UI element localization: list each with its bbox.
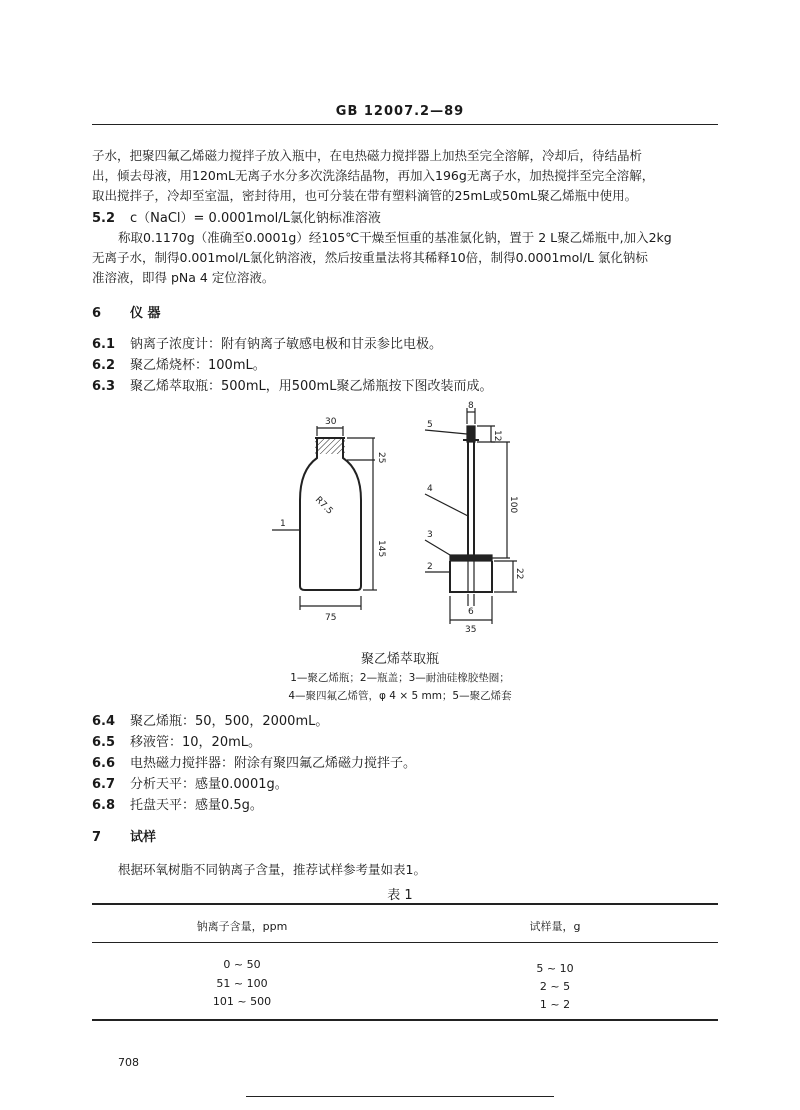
table-top-rule	[92, 903, 718, 905]
paragraph-line: 无离子水，制得0.001mol/L氯化钠溶液，然后按重量法将其稀释10倍，制得0.0001mol/L 氯化钠标	[92, 250, 648, 265]
paragraph-line: 子水，把聚四氟乙烯磁力搅拌子放入瓶中，在电热磁力搅拌器上加热至完全溶解，冷却后，待结晶析	[92, 148, 643, 163]
dim-22: 22	[514, 568, 524, 580]
item-text: 分析天平：感量0.0001g。	[130, 777, 288, 792]
dim-35: 35	[465, 625, 477, 635]
dim-145: 145	[376, 540, 386, 558]
table-header-cell: 试样量，g	[529, 920, 581, 933]
list-item	[92, 333, 442, 352]
table-bottom-rule	[92, 1019, 718, 1021]
figure-legend: 1—聚乙烯瓶；2—瓶盖；3—耐油硅橡胶垫圈；	[290, 672, 510, 684]
table-cell: 51 ~ 100	[216, 977, 268, 990]
paragraph-line: 称取0.1170g（准确至0.0001g）经105℃干燥至恒重的基准氯化钠，置于 2 L聚乙烯瓶中,加入2kg	[118, 230, 672, 245]
item-text: 聚乙烯瓶：50，500，2000mL。	[130, 714, 329, 729]
item-number: 6.8	[92, 798, 116, 813]
table-header-rule	[92, 942, 718, 943]
label-1: 1	[280, 519, 286, 529]
section-title: 试样	[130, 830, 157, 845]
item-number: 6.1	[92, 337, 116, 352]
section-number: 7	[92, 830, 102, 845]
table-header-cell: 钠离子含量，ppm	[196, 920, 288, 933]
page-header: GB 12007.2—89	[335, 104, 465, 119]
item-number: 6.6	[92, 756, 116, 771]
item-text: 聚乙烯烧杯：100mL。	[130, 358, 266, 373]
section-5-2-heading	[92, 207, 381, 226]
item-number: 6.7	[92, 777, 116, 792]
table-cell: 1 ~ 2	[539, 998, 571, 1011]
paragraph-line: 准溶液，即得 pNa 4 定位溶液。	[92, 270, 275, 285]
item-text: 托盘天平：感量0.5g。	[130, 798, 263, 813]
item-number: 6.2	[92, 358, 116, 373]
label-4: 4	[427, 484, 433, 494]
item-number: 6.4	[92, 714, 116, 729]
label-5: 5	[427, 420, 433, 430]
section-6-heading	[92, 302, 161, 321]
dim-100: 100	[508, 496, 518, 514]
table-cell: 5 ~ 10	[536, 962, 574, 975]
list-item	[92, 731, 261, 750]
list-item	[92, 354, 266, 373]
list-item	[92, 794, 263, 813]
list-item	[92, 710, 328, 729]
list-item	[92, 375, 492, 394]
section-title: c（NaCl）= 0.0001mol/L氯化钠标准溶液	[130, 211, 381, 226]
extraction-bottle-diagram	[255, 400, 555, 640]
dim-r7-5: R7.5	[312, 495, 335, 517]
label-2: 2	[427, 562, 433, 572]
list-item	[92, 752, 416, 771]
dim-6: 6	[468, 607, 474, 617]
item-number: 6.5	[92, 735, 116, 750]
dim-12: 12	[492, 430, 502, 442]
dim-8: 8	[468, 401, 474, 411]
paragraph-line: 根据环氧树脂不同钠离子含量，推荐试样参考量如表1。	[118, 862, 426, 877]
page-number: 708	[118, 1056, 139, 1069]
section-number: 6	[92, 306, 102, 321]
section-7-heading	[92, 826, 156, 845]
table-title: 表 1	[387, 888, 413, 903]
paragraph-line: 取出搅拌子，冷却至室温，密封待用，也可分装在带有塑料滴管的25mL或50mL聚乙烯瓶中使用。	[92, 188, 638, 203]
item-text: 钠离子浓度计：附有钠离子敏感电极和甘汞参比电极。	[130, 337, 443, 352]
item-text: 电热磁力搅拌器：附涂有聚四氟乙烯磁力搅拌子。	[130, 756, 417, 771]
dim-30: 30	[325, 417, 337, 427]
section-title: 仪 器	[130, 306, 161, 321]
footer-rule	[246, 1096, 554, 1097]
table-cell: 101 ~ 500	[212, 995, 272, 1008]
table-cell: 0 ~ 50	[223, 958, 261, 971]
list-item	[92, 773, 288, 792]
dim-25: 25	[376, 452, 386, 464]
figure-caption: 聚乙烯萃取瓶	[360, 652, 439, 667]
item-number: 6.3	[92, 379, 116, 394]
paragraph-line: 出，倾去母液，用120mL无离子水分多次洗涤结晶物，再加入196g无离子水，加热搅拌至完全溶解，	[92, 168, 655, 183]
figure-legend: 4—聚四氟乙烯管，φ 4 × 5 mm；5—聚乙烯套	[288, 690, 512, 702]
item-text: 移液管：10，20mL。	[130, 735, 261, 750]
label-3: 3	[427, 530, 433, 540]
item-text: 聚乙烯萃取瓶：500mL，用500mL聚乙烯瓶按下图改装而成。	[130, 379, 493, 394]
section-number: 5.2	[92, 211, 116, 226]
dim-75: 75	[325, 613, 337, 623]
header-rule	[92, 124, 718, 125]
table-cell: 2 ~ 5	[539, 980, 571, 993]
